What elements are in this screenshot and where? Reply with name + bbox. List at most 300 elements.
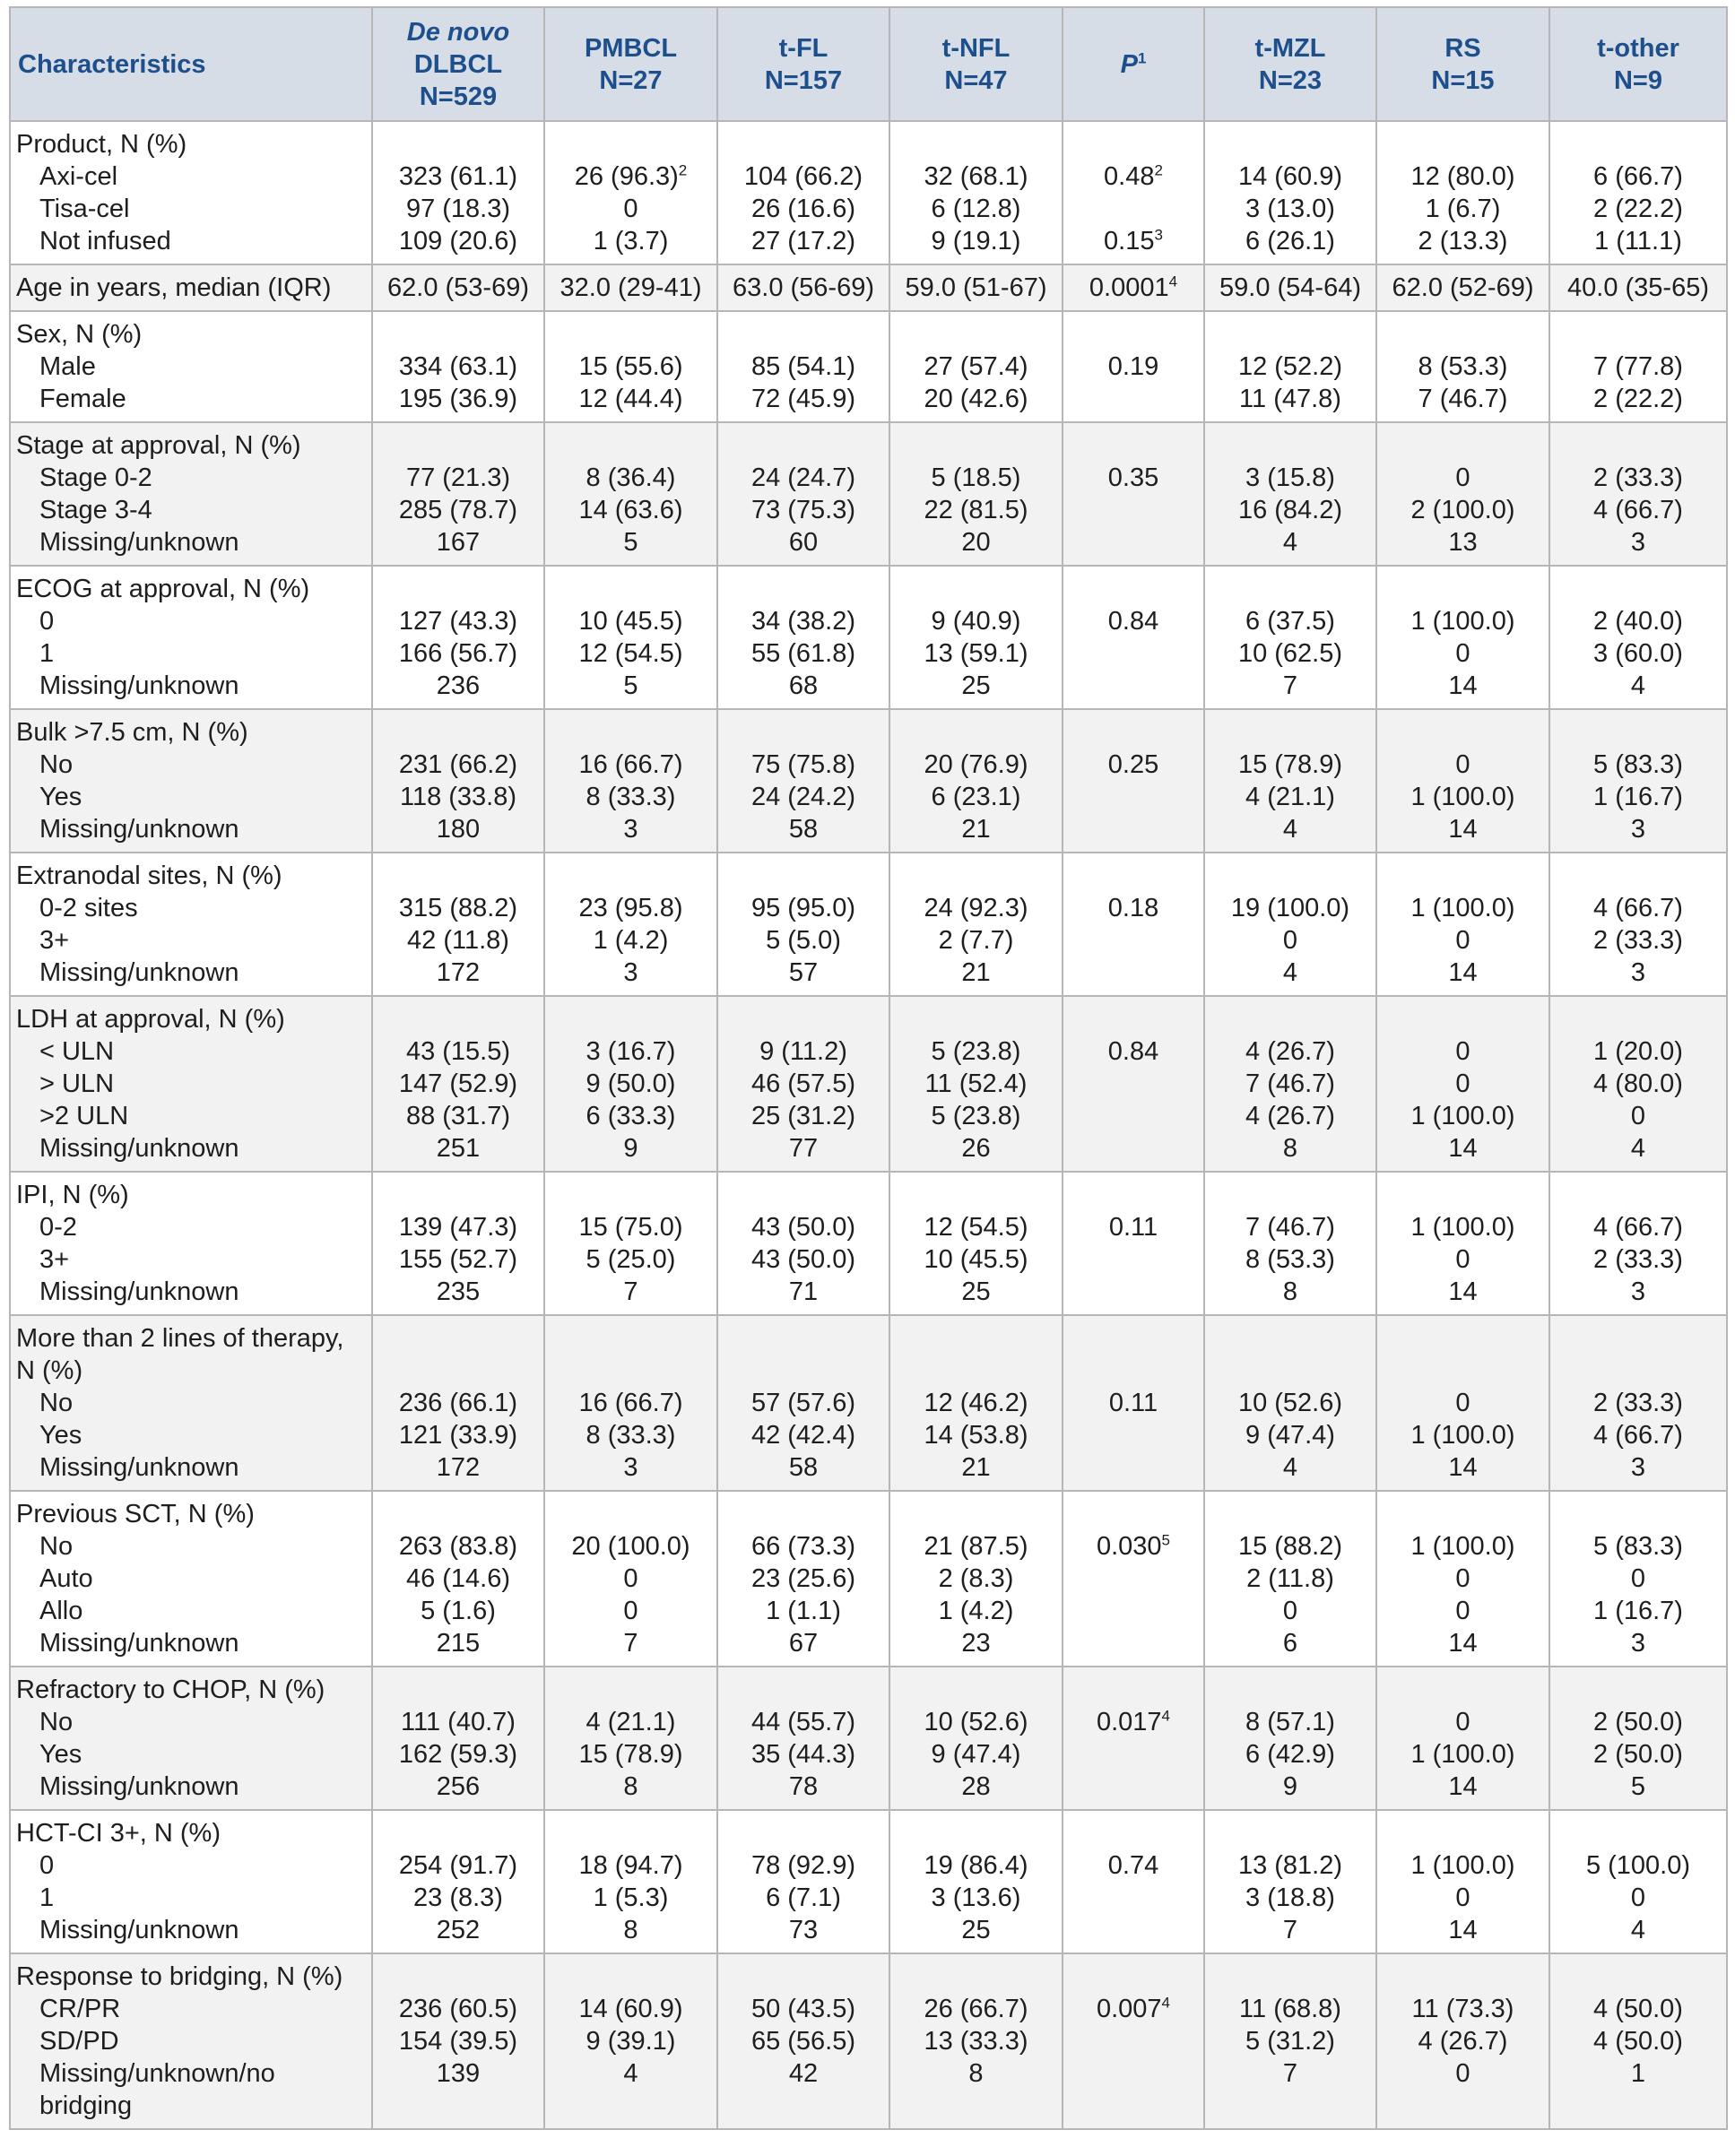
cell-value [545, 1993, 716, 2025]
cell-value [545, 1419, 716, 1451]
header-group-name: RS [1444, 33, 1481, 63]
cell-value [1205, 1276, 1375, 1308]
cell-value-text: 0 [1455, 639, 1470, 668]
value-cell [1549, 311, 1727, 422]
row-label-cell [10, 1953, 372, 2129]
cell-value [890, 1132, 1062, 1165]
cell-value [545, 1132, 716, 1165]
cell-value-text: 42 [788, 2059, 819, 2088]
cell-value-text: 78 [788, 1772, 819, 1801]
cell-value [1550, 1035, 1726, 1068]
cell-value-text: 10 (45.5) [578, 607, 683, 636]
cell-value [890, 383, 1062, 415]
cell-value [1063, 1132, 1203, 1165]
cell-value [1063, 813, 1203, 845]
cell-value-text: 4 (26.7) [1245, 1102, 1335, 1130]
cell-value-text: 5 (100.0) [1585, 1851, 1691, 1880]
cell-value-text: 0 [1455, 1245, 1470, 1274]
spacer [1550, 318, 1726, 351]
cell-value-text: 14 [1448, 815, 1478, 844]
cell-value [718, 1993, 889, 2025]
value-cell [544, 1810, 717, 1953]
cell-value-text: 34 (38.2) [750, 607, 856, 636]
cell-value [1205, 1100, 1375, 1132]
spacer [1205, 1498, 1375, 1530]
sub-row-label: Missing/unknown [39, 1277, 239, 1306]
sub-row-label: Missing/unknown [39, 1916, 239, 1944]
cell-value [1550, 1595, 1726, 1627]
value-cell [889, 1667, 1063, 1810]
header-group-n: N=23 [1258, 65, 1323, 95]
sub-row-label: Auto [39, 1564, 93, 1593]
cell-value-text: 23 [961, 1629, 991, 1658]
cell-value [718, 1563, 889, 1595]
spacer [1063, 573, 1203, 605]
spacer [1205, 1674, 1375, 1706]
cell-value-text: 2 (33.3) [1593, 1245, 1683, 1274]
cell-value [1063, 1100, 1203, 1132]
value-cell [1376, 1315, 1549, 1491]
cell-value [1550, 892, 1726, 924]
cell-value-text: 118 (33.8) [399, 783, 517, 811]
cell-value [1377, 462, 1548, 494]
cell-value [1063, 225, 1203, 257]
cell-value-text: 11 (52.4) [924, 1069, 1028, 1098]
cell-value-text: 55 (61.8) [750, 639, 856, 668]
cell-value [373, 160, 543, 193]
cell-value-text: 3 [623, 815, 638, 844]
cell-value-text: 4 (26.7) [1245, 1037, 1335, 1066]
spacer [1205, 128, 1375, 160]
cell-value-text: 4 (80.0) [1593, 1069, 1683, 1098]
cell-value [1550, 1993, 1726, 2025]
header-group-name: t-other [1597, 33, 1679, 63]
row-label-cell [10, 264, 372, 311]
cell-value [1377, 160, 1548, 193]
section-label: LDH at approval, N (%) [16, 1005, 285, 1034]
cell-value [1550, 1243, 1726, 1276]
cell-value-text: 4 [1282, 528, 1298, 557]
cell-value [1377, 351, 1548, 383]
value-cell [372, 1953, 544, 2129]
sub-row-label: 1 [39, 639, 55, 668]
cell-value-text: 3 (60.0) [1593, 639, 1683, 668]
cell-value-text: 7 [1282, 2059, 1298, 2088]
table-row [10, 1491, 1727, 1667]
cell-value [1377, 1530, 1548, 1563]
cell-value [1377, 494, 1548, 526]
header-group-name: t-FL [778, 33, 828, 63]
cell-value-text: 0.84 [1107, 1037, 1159, 1066]
cell-value [1205, 1914, 1375, 1946]
cell-value-text: 154 (39.5) [398, 2027, 518, 2056]
cell-value [1550, 494, 1726, 526]
value-cell [1376, 566, 1549, 709]
cell-value [890, 526, 1062, 558]
value-cell [1063, 1172, 1204, 1315]
value-cell [717, 1491, 889, 1667]
cell-value [718, 1595, 889, 1627]
sub-row-label: Axi-cel [39, 162, 118, 191]
cell-value [1377, 957, 1548, 989]
spacer [718, 573, 889, 605]
spacer [373, 1961, 543, 1993]
cell-value-text: 20 (42.6) [924, 385, 1028, 413]
cell-value-text: 57 [788, 958, 819, 987]
value-cell [1376, 853, 1549, 996]
spacer [1550, 1322, 1726, 1355]
cell-value [1377, 1882, 1548, 1914]
cell-value-text: 8 [1282, 1277, 1298, 1306]
cell-value [890, 1276, 1062, 1308]
cell-value [1550, 193, 1726, 225]
value-cell [1204, 853, 1376, 996]
cell-value-text: 42 (42.4) [750, 1421, 856, 1450]
value-cell [889, 1491, 1063, 1667]
spacer [1377, 716, 1548, 749]
sub-row-label: Yes [39, 1740, 82, 1769]
cell-value-text: 58 [788, 1453, 819, 1482]
spacer [718, 1355, 889, 1387]
cell-value [718, 605, 889, 637]
cell-value [1377, 1771, 1548, 1803]
cell-value [718, 957, 889, 989]
value-cell [1063, 566, 1204, 709]
cell-value [1063, 1035, 1203, 1068]
cell-value-text: 139 (47.3) [398, 1213, 518, 1242]
cell-value [1063, 383, 1203, 415]
row-label-cell [10, 1810, 372, 1953]
sub-row-label: Missing/unknown [39, 528, 239, 557]
spacer [890, 860, 1062, 892]
value-cell [1204, 1810, 1376, 1953]
cell-value [545, 637, 716, 670]
cell-value-text: 0.35 [1107, 463, 1159, 492]
cell-value [718, 892, 889, 924]
cell-value [373, 924, 543, 957]
value-cell [1376, 1491, 1549, 1667]
cell-value [890, 670, 1062, 702]
cell-value-text: 10 (45.5) [924, 1245, 1028, 1274]
cell-value-text: 5 [623, 528, 638, 557]
spacer [1063, 1961, 1203, 1993]
header-pmbcl [544, 7, 717, 121]
cell-value-text: 3 [1630, 1277, 1646, 1306]
cell-value [1377, 1563, 1548, 1595]
cell-value-text: 2 (8.3) [938, 1564, 1014, 1593]
cell-value [1063, 1706, 1203, 1738]
cell-value-text: 27 (17.2) [750, 227, 856, 255]
section-label: HCT-CI 3+, N (%) [16, 1819, 221, 1848]
value-cell [889, 709, 1063, 853]
cell-value [545, 1882, 716, 1914]
cell-value-text: 8 (53.3) [1418, 352, 1508, 381]
cell-value [1550, 1211, 1726, 1243]
cell-value [1550, 1738, 1726, 1771]
value-cell [717, 853, 889, 996]
cell-value [890, 1706, 1062, 1738]
cell-value-text: 85 (54.1) [750, 352, 856, 381]
cell-value-text: 11 (47.8) [1239, 385, 1341, 413]
table-row [10, 1315, 1727, 1491]
cell-value-text: 10 (52.6) [1237, 1389, 1343, 1417]
cell-value-text: 14 [1448, 1277, 1478, 1306]
value-cell [372, 996, 544, 1172]
cell-value [545, 2025, 716, 2057]
cell-value [718, 1100, 889, 1132]
cell-value [373, 1738, 543, 1771]
cell-value [1377, 1738, 1548, 1771]
row-label-cell [10, 311, 372, 422]
cell-value [890, 924, 1062, 957]
spacer [373, 318, 543, 351]
cell-value-text: 23 (25.6) [750, 1564, 856, 1593]
spacer [1377, 1961, 1548, 1993]
cell-value [1377, 1035, 1548, 1068]
cell-value [1205, 1563, 1375, 1595]
cell-value-text: 7 (46.7) [1418, 385, 1508, 413]
value-cell [1376, 121, 1549, 264]
cell-value [1205, 2057, 1375, 2090]
cell-value-text: 0 [1455, 1037, 1470, 1066]
cell-value-text: 5 [623, 671, 638, 700]
spacer [1377, 573, 1548, 605]
sub-row-label: Yes [39, 783, 82, 811]
table-row [10, 1810, 1727, 1953]
cell-value-text: 11 (68.8) [1239, 1995, 1341, 2023]
cell-value [1063, 892, 1203, 924]
header-t-nfl [889, 7, 1063, 121]
cell-value [545, 462, 716, 494]
value-cell [1204, 1667, 1376, 1810]
cell-value-text: 1 (4.2) [593, 926, 669, 955]
cell-value [1377, 1595, 1548, 1627]
cell-value-text: 2 (33.3) [1593, 926, 1683, 955]
spacer [373, 1817, 543, 1849]
cell-value-text: 1 (1.1) [766, 1597, 841, 1625]
cell-value-text: 8 (33.3) [586, 1421, 676, 1450]
cell-value [1550, 1132, 1726, 1165]
cell-value [545, 1771, 716, 1803]
value-cell [1549, 996, 1727, 1172]
cell-value [545, 1035, 716, 1068]
cell-value [1377, 749, 1548, 781]
value-cell [1063, 1315, 1204, 1491]
cell-value [890, 1771, 1062, 1803]
cell-value [373, 1243, 543, 1276]
cell-value-text: 66 (73.3) [750, 1532, 856, 1561]
spacer [718, 1817, 889, 1849]
cell-value [545, 813, 716, 845]
cell-value [1063, 494, 1203, 526]
cell-value-text: 215 [436, 1629, 481, 1658]
spacer [545, 716, 716, 749]
cell-value [718, 749, 889, 781]
cell-value-text: 8 [623, 1772, 638, 1801]
cell-value-text: 57 (57.6) [750, 1389, 856, 1417]
spacer [1377, 1498, 1548, 1530]
row-label-cell [10, 1491, 372, 1667]
cell-value-text: 166 (56.7) [398, 639, 518, 668]
sub-row-label: No [39, 1389, 74, 1417]
cell-value-text: 4 [1630, 1134, 1646, 1163]
row-label-cell [10, 996, 372, 1172]
cell-value [1205, 1211, 1375, 1243]
cell-value [545, 1914, 716, 1946]
cell-value-text: 5 (1.6) [421, 1597, 496, 1625]
cell-value-text: 1 (100.0) [1410, 783, 1515, 811]
header-group-name: De novo [406, 17, 510, 47]
cell-value-text: 9 (19.1) [931, 227, 1021, 255]
cell-value [373, 1882, 543, 1914]
cell-value [1205, 225, 1375, 257]
cell-value-text: 40.0 (35-65) [1567, 273, 1709, 302]
spacer [1063, 1179, 1203, 1211]
cell-value [1550, 637, 1726, 670]
cell-value [545, 1243, 716, 1276]
cell-value-text: 0 [1455, 1883, 1470, 1912]
cell-value [373, 1849, 543, 1882]
cell-value-text: 4 (21.1) [1245, 783, 1335, 811]
spacer [1063, 1674, 1203, 1706]
cell-value [1205, 1132, 1375, 1165]
cell-value [1550, 1276, 1726, 1308]
cell-value-text: 23 (8.3) [413, 1883, 503, 1912]
cell-value-text: 5 (18.5) [931, 463, 1021, 492]
header-group-name: P [1120, 49, 1138, 79]
cell-value-text: 27 (57.4) [924, 352, 1028, 381]
cell-value [1063, 1993, 1203, 2025]
spacer [890, 1355, 1062, 1387]
cell-value-text: 43 (15.5) [405, 1037, 511, 1066]
cell-value-text: 14 [1448, 1629, 1478, 1658]
cell-value [545, 1387, 716, 1419]
cell-value-text: 15 (75.0) [578, 1213, 683, 1242]
cell-value-text: 43 (50.0) [750, 1245, 856, 1274]
cell-value [373, 1387, 543, 1419]
spacer [545, 318, 716, 351]
cell-value-text: 0.18 [1107, 894, 1159, 922]
cell-value [1205, 749, 1375, 781]
section-label: Stage at approval, N (%) [16, 431, 301, 460]
spacer [373, 1003, 543, 1035]
cell-value-text: 14 (53.8) [924, 1421, 1028, 1450]
cell-value [1063, 351, 1203, 383]
cell-value-text: 46 (14.6) [405, 1564, 511, 1593]
cell-value-text: 5 (83.3) [1593, 750, 1683, 779]
sub-row-label: Missing/unknown [39, 1772, 239, 1801]
cell-value-text: 3 (16.7) [586, 1037, 676, 1066]
cell-value-text: 25 [961, 671, 991, 700]
spacer [1550, 1498, 1726, 1530]
cell-value [1377, 2025, 1548, 2057]
spacer [718, 429, 889, 462]
value-cell [1063, 422, 1204, 566]
cell-value [1377, 1276, 1548, 1308]
value-cell [717, 1667, 889, 1810]
cell-value [373, 749, 543, 781]
value-cell [372, 1315, 544, 1491]
cell-value [718, 494, 889, 526]
spacer [545, 860, 716, 892]
table-body [10, 121, 1727, 2129]
value-cell [544, 264, 717, 311]
cell-value [1205, 272, 1375, 304]
spacer [1377, 1322, 1548, 1355]
cell-value-text: 236 (60.5) [398, 1995, 518, 2023]
cell-value-text: 0 [1455, 1389, 1470, 1417]
spacer [890, 429, 1062, 462]
cell-value [373, 494, 543, 526]
cell-value [1550, 272, 1726, 304]
sub-row-label: Missing/unknown [39, 1453, 239, 1482]
cell-value [1205, 637, 1375, 670]
cell-value [718, 193, 889, 225]
value-cell [1549, 264, 1727, 311]
header-de-novo-dlbcl [372, 7, 544, 121]
cell-value-text: 8 (33.3) [586, 783, 676, 811]
spacer [718, 1961, 889, 1993]
cell-value-text: 2 (100.0) [1410, 496, 1515, 524]
cell-value-text: 2 (40.0) [1593, 607, 1683, 636]
cell-value-text: 14 [1448, 1916, 1478, 1944]
cell-value-text: 147 (52.9) [398, 1069, 518, 1098]
spacer [890, 1498, 1062, 1530]
spacer [373, 1355, 543, 1387]
cell-value [1550, 160, 1726, 193]
cell-value-text: 42 (11.8) [407, 926, 509, 955]
value-cell [1204, 1953, 1376, 2129]
spacer [1063, 1498, 1203, 1530]
cell-value-text: 21 [961, 958, 991, 987]
cell-value-text: 5 [1630, 1772, 1646, 1801]
spacer [545, 1498, 716, 1530]
cell-value [890, 1563, 1062, 1595]
cell-value-text: 0.11 [1108, 1213, 1158, 1242]
cell-value-text: 4 [1630, 1916, 1646, 1944]
cell-value [1063, 605, 1203, 637]
footnote-marker: 2 [1154, 161, 1163, 179]
cell-value-text: 19 (100.0) [1230, 894, 1350, 922]
table-row [10, 311, 1727, 422]
cell-value-text: 7 [1282, 671, 1298, 700]
cell-value [890, 193, 1062, 225]
cell-value [718, 781, 889, 813]
cell-value-text: 4 (66.7) [1593, 1421, 1683, 1450]
spacer [1063, 860, 1203, 892]
cell-value [545, 160, 716, 193]
cell-value [1063, 1451, 1203, 1484]
sub-row-label: Female [39, 385, 126, 413]
cell-value [718, 1451, 889, 1484]
cell-value-text: 155 (52.7) [398, 1245, 518, 1274]
value-cell [1204, 1172, 1376, 1315]
spacer [545, 1961, 716, 1993]
cell-value-text: 21 [961, 815, 991, 844]
sub-row-label: 0-2 [39, 1213, 77, 1242]
value-cell [372, 121, 544, 264]
cell-value-text: 172 [436, 1453, 481, 1482]
cell-value [718, 2057, 889, 2090]
sub-row-label: No [39, 1708, 74, 1736]
cell-value [373, 1276, 543, 1308]
cell-value-text: 7 (46.7) [1245, 1069, 1335, 1098]
cell-value [1550, 1914, 1726, 1946]
section-label: IPI, N (%) [16, 1181, 129, 1209]
cell-value [545, 351, 716, 383]
cell-value-text: 3 [1630, 1629, 1646, 1658]
cell-value-text: 0 [1455, 1564, 1470, 1593]
